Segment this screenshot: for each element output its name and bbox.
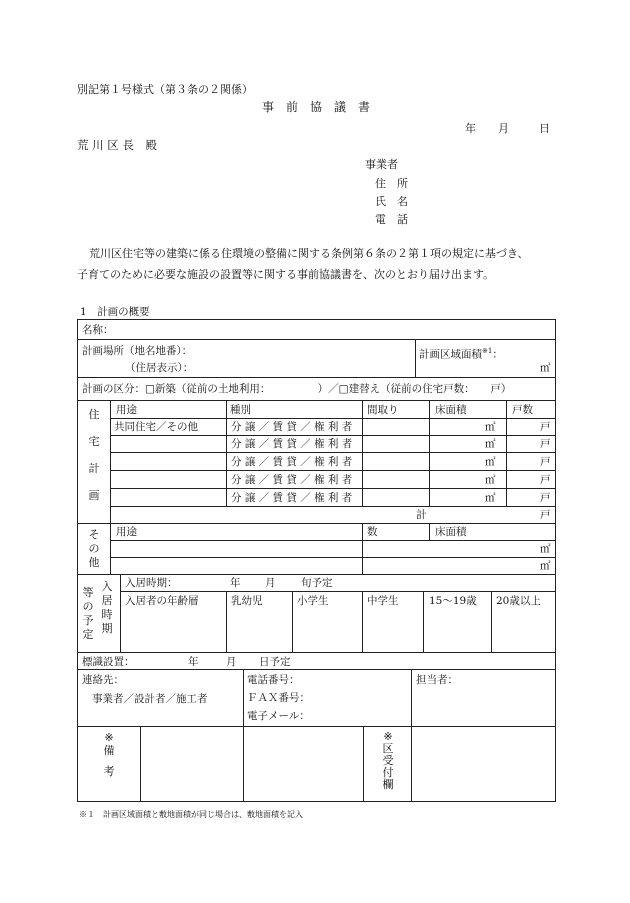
name-label: 名称：: [82, 324, 114, 336]
housing-row-units-unit: 戸: [540, 474, 551, 486]
intro-line-2: 子育てのために必要な施設の設置等に関する事前協議書を、次のとおり届け出ます。: [77, 268, 495, 281]
applicant-address-label: 住 所: [375, 177, 408, 190]
footnote: ※１ 計画区域面積と敷地面積が同じ場合は、敷地面積を記入: [79, 810, 303, 819]
age-20-plus: 20歳以上: [496, 595, 541, 607]
housing-row-units-unit: 戸: [540, 438, 551, 450]
housing-row-area-unit: ㎡: [485, 492, 496, 504]
housing-header-use: 用途: [116, 404, 137, 416]
reception-label: ※ 区 受 付 欄: [382, 730, 394, 791]
age-elementary: 小学生: [297, 595, 329, 607]
housing-row-kind[interactable]: 分 譲 ／ 賃 貸 ／ 権 利 者: [231, 492, 353, 504]
move-in-side-label-outer: 等 の 予 定: [82, 586, 94, 641]
age-infant: 乳幼児: [231, 595, 263, 607]
remarks-field[interactable]: [144, 729, 359, 797]
plan-area-label: 計画区域面積$^{※1}$：: [419, 347, 503, 361]
move-in-suffix: 旬予定: [301, 577, 333, 589]
section-heading: 1 計画の概要: [80, 306, 150, 318]
plan-area-field[interactable]: [419, 360, 534, 374]
housing-side-label: 住 宅 計 画: [88, 408, 100, 502]
location-label: 計画場所（地名地番）：: [82, 345, 193, 357]
housing-total-label: 計: [416, 509, 427, 521]
housing-header-floor-area: 床面積: [435, 404, 467, 416]
housing-row-area-unit: ㎡: [485, 474, 496, 486]
tel-label: 電話番号：: [247, 674, 300, 686]
housing-row-units-unit: 戸: [540, 492, 551, 504]
intro-line-1: 荒川区住宅等の建築に係る住環境の整備に関する条例第６条の２第１項の規定に基づき、: [89, 247, 529, 260]
age-junior-high: 中学生: [367, 595, 399, 607]
housing-row-kind[interactable]: 分 譲 ／ 賃 貸 ／ 権 利 者: [231, 421, 353, 433]
housing-row-kind[interactable]: 分 譲 ／ 賃 貸 ／ 権 利 者: [231, 474, 353, 486]
document-title: 事 前 協 議 書: [262, 100, 371, 114]
fax-label: ＦＡＸ番号：: [247, 692, 310, 704]
other-header-count: 数: [367, 526, 378, 538]
sign-year: 年: [188, 656, 199, 668]
plan-type-row: 計画の区分：□新築（従前の土地利用： ）／□建替え（従前の住宅戸数： 戸）: [82, 383, 512, 395]
email-label: 電子メール：: [247, 710, 310, 722]
other-row-area-unit: ㎡: [540, 560, 551, 572]
location-field[interactable]: [213, 342, 408, 374]
date-day: 日: [539, 122, 550, 135]
contact-label: 連絡先：: [82, 674, 124, 686]
other-side-label: そ の 他: [88, 528, 100, 569]
other-row-area-unit: ㎡: [540, 543, 551, 555]
housing-row-units-unit: 戸: [540, 421, 551, 433]
move-in-side-label-inner: 入 居 時 期: [101, 580, 113, 635]
other-header-floor-area: 床面積: [435, 526, 467, 538]
sign-month: 月: [226, 656, 237, 668]
date-month: 月: [498, 122, 509, 135]
applicant-label: 事業者: [365, 158, 398, 171]
plan-area-unit: ㎡: [540, 362, 551, 374]
housing-row-units-unit: 戸: [540, 456, 551, 468]
move-in-year: 年: [230, 577, 241, 589]
age-group-label: 入居者の年齢層: [125, 595, 199, 607]
name-field[interactable]: [123, 323, 548, 337]
housing-header-kind: 種別: [230, 404, 251, 416]
other-header-use: 用途: [116, 526, 137, 538]
move-in-period-label: 入居時期：: [125, 577, 178, 589]
remarks-label: ※ 備 考: [103, 731, 115, 778]
address-display-label: （住居表示）：: [125, 362, 194, 374]
plan-summary-table: [77, 319, 556, 802]
housing-row-area-unit: ㎡: [485, 438, 496, 450]
applicant-phone-label: 電 話: [375, 213, 408, 226]
housing-row-use: 共同住宅／その他: [114, 421, 198, 433]
housing-row-kind[interactable]: 分 譲 ／ 賃 貸 ／ 権 利 者: [231, 438, 353, 450]
new-build-checkbox[interactable]: [147, 382, 159, 396]
housing-header-units: 戸数: [512, 404, 533, 416]
housing-row-area-unit: ㎡: [485, 456, 496, 468]
rebuild-checkbox[interactable]: [388, 382, 400, 396]
housing-total-unit: 戸: [540, 509, 551, 521]
form-reference: 別記第１号様式（第３条の２関係）: [77, 83, 253, 96]
area-footnote-mark: ※1: [482, 347, 493, 355]
applicant-name-label: 氏 名: [375, 195, 408, 208]
age-15-19: 15〜19歳: [429, 595, 477, 607]
date-year: 年: [465, 122, 476, 135]
housing-header-layout: 間取り: [367, 404, 399, 416]
housing-row-kind[interactable]: 分 譲 ／ 賃 貸 ／ 権 利 者: [231, 456, 353, 468]
move-in-month: 月: [265, 577, 276, 589]
person-in-charge-label: 担当者：: [416, 674, 458, 686]
contact-roles: 事業者／設計者／施工者: [92, 693, 208, 705]
addressee: 荒 川 区 長 殿: [77, 138, 157, 152]
sign-installation-label: 標識設置：: [82, 656, 135, 668]
housing-row-area-unit: ㎡: [485, 421, 496, 433]
sign-suffix: 日予定: [259, 656, 291, 668]
